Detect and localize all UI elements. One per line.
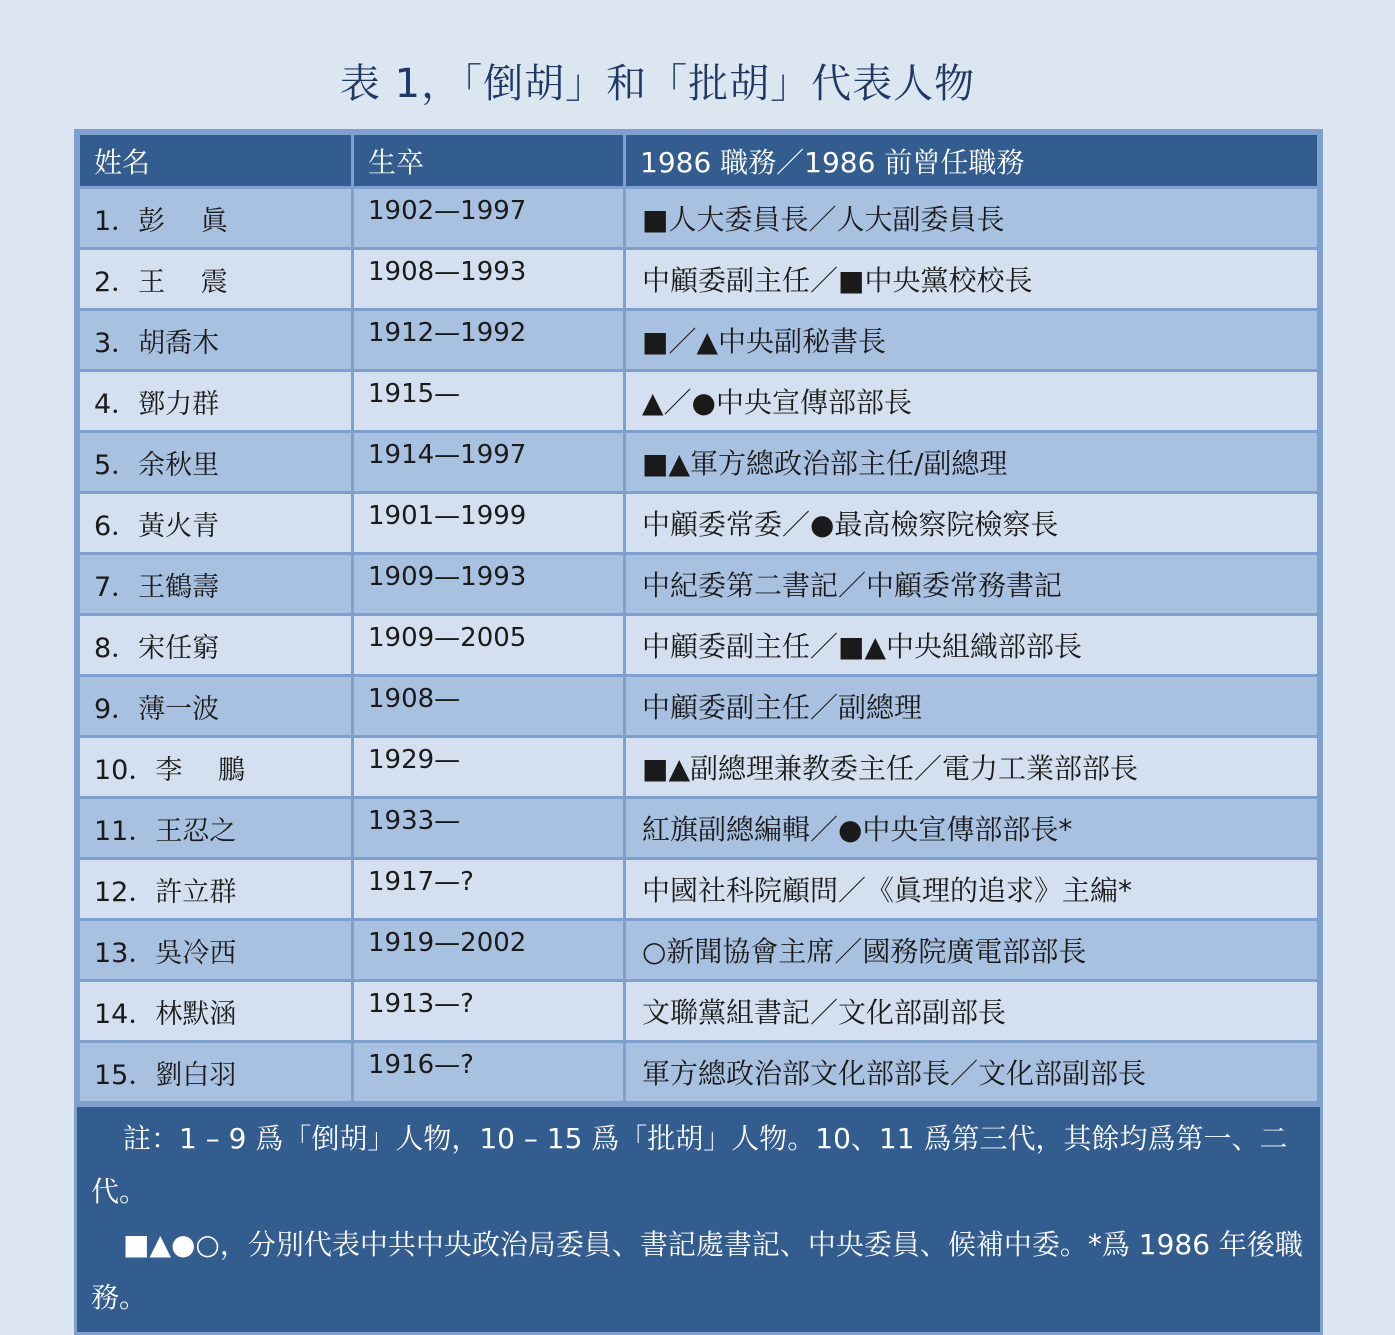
table-row xyxy=(79,920,1319,981)
table-row xyxy=(79,859,1319,920)
table-row xyxy=(79,310,1319,371)
name-cell: 14．林默涵 xyxy=(79,981,353,1042)
years-cell: 1915— xyxy=(353,371,625,432)
table-row xyxy=(79,737,1319,798)
leaders-table-container xyxy=(74,129,1323,1335)
header-name: 姓名 xyxy=(79,134,353,188)
table-row xyxy=(79,676,1319,737)
years-cell: 1917—? xyxy=(353,859,625,920)
table-row xyxy=(79,432,1319,493)
position-cell: 軍方總政治部文化部部長／文化部副部長 xyxy=(625,1042,1319,1103)
name-cell: 1．彭 眞 xyxy=(79,188,353,249)
table-notes xyxy=(77,1104,1320,1332)
name-cell: 8．宋任窮 xyxy=(79,615,353,676)
table-row xyxy=(79,188,1319,249)
table-row xyxy=(79,615,1319,676)
table-title: 表 1，「倒胡」和「批胡」代表人物 xyxy=(339,61,976,107)
table-row xyxy=(79,798,1319,859)
years-cell: 1909—2005 xyxy=(353,615,625,676)
header-position: 1986 職務／1986 前曾任職務 xyxy=(625,134,1319,188)
position-cell: 文聯黨組書記／文化部副部長 xyxy=(625,981,1319,1042)
name-cell: 11．王忍之 xyxy=(79,798,353,859)
position-cell: ■／▲中央副秘書長 xyxy=(625,310,1319,371)
years-cell: 1933— xyxy=(353,798,625,859)
name-cell: 6．黃火青 xyxy=(79,493,353,554)
table-row xyxy=(79,1042,1319,1103)
name-cell: 5．余秋里 xyxy=(79,432,353,493)
name-cell: 3．胡喬木 xyxy=(79,310,353,371)
years-cell: 1929— xyxy=(353,737,625,798)
header-years: 生卒 xyxy=(353,134,625,188)
note-line-1: 註：1 – 9 爲「倒胡」人物，10 – 15 爲「批胡」人物。10、11 爲第三代，其餘均爲第一、二代。 xyxy=(91,1122,1288,1208)
position-cell: ○新聞協會主席／國務院廣電部部長 xyxy=(625,920,1319,981)
position-cell: 中紀委第二書記／中顧委常務書記 xyxy=(625,554,1319,615)
years-cell: 1909—1993 xyxy=(353,554,625,615)
name-cell: 4．鄧力群 xyxy=(79,371,353,432)
years-cell: 1902—1997 xyxy=(353,188,625,249)
years-cell: 1919—2002 xyxy=(353,920,625,981)
name-cell: 10．李 鵬 xyxy=(79,737,353,798)
table-row xyxy=(79,493,1319,554)
table-row xyxy=(79,249,1319,310)
position-cell: 中顧委副主任／副總理 xyxy=(625,676,1319,737)
position-cell: 紅旗副總編輯／●中央宣傳部部長* xyxy=(625,798,1319,859)
name-cell: 13．吳冷西 xyxy=(79,920,353,981)
years-cell: 1916—? xyxy=(353,1042,625,1103)
table-body xyxy=(79,188,1319,1103)
name-cell: 15．劉白羽 xyxy=(79,1042,353,1103)
position-cell: 中國社科院顧問／《眞理的追求》主編* xyxy=(625,859,1319,920)
name-cell: 9．薄一波 xyxy=(79,676,353,737)
name-cell: 12．許立群 xyxy=(79,859,353,920)
years-cell: 1908—1993 xyxy=(353,249,625,310)
table-header-row xyxy=(79,134,1319,188)
note-line-2: ■▲●○，分別代表中共中央政治局委員、書記處書記、中央委員、候補中委。*爲 1986 年後職務。 xyxy=(91,1228,1303,1314)
years-cell: 1908— xyxy=(353,676,625,737)
position-cell: ▲／●中央宣傳部部長 xyxy=(625,371,1319,432)
table-row xyxy=(79,981,1319,1042)
position-cell: 中顧委常委／●最高檢察院檢察長 xyxy=(625,493,1319,554)
position-cell: 中顧委副主任／■▲中央組織部部長 xyxy=(625,615,1319,676)
position-cell: ■人大委員長／人大副委員長 xyxy=(625,188,1319,249)
table-row xyxy=(79,371,1319,432)
name-cell: 2．王 震 xyxy=(79,249,353,310)
years-cell: 1913—? xyxy=(353,981,625,1042)
position-cell: ■▲軍方總政治部主任/副總理 xyxy=(625,432,1319,493)
table-row xyxy=(79,554,1319,615)
position-cell: 中顧委副主任／■中央黨校校長 xyxy=(625,249,1319,310)
name-cell: 7．王鶴壽 xyxy=(79,554,353,615)
leaders-table xyxy=(77,132,1320,1104)
years-cell: 1912—1992 xyxy=(353,310,625,371)
years-cell: 1901—1999 xyxy=(353,493,625,554)
years-cell: 1914—1997 xyxy=(353,432,625,493)
position-cell: ■▲副總理兼教委主任／電力工業部部長 xyxy=(625,737,1319,798)
